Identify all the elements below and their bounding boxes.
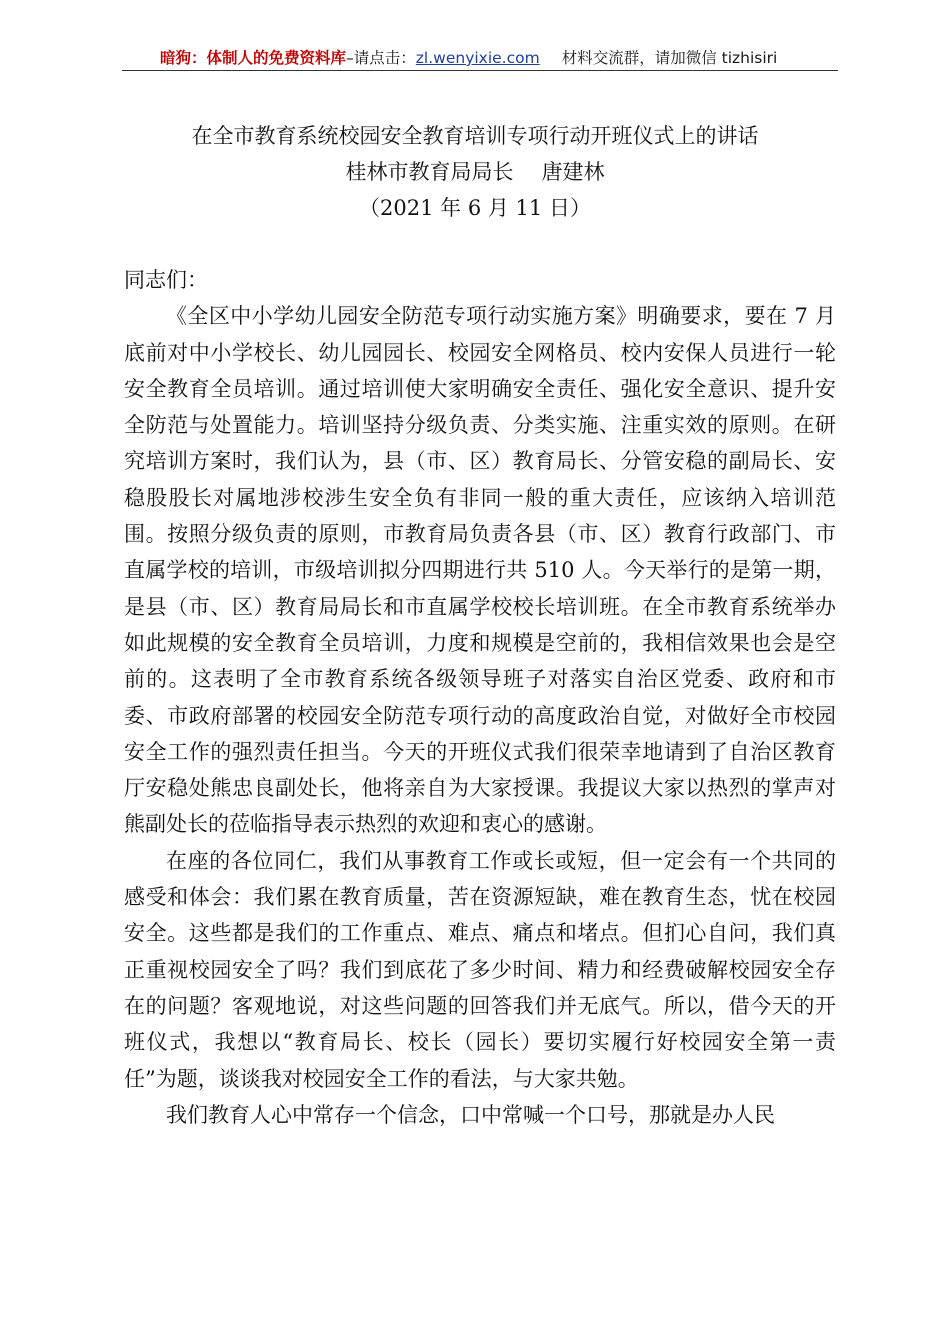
document-author bbox=[0, 154, 950, 190]
document-title: 在全市教育系统校园安全教育培训专项行动开班仪式上的讲话 bbox=[191, 124, 759, 148]
author-org: 桂林市教育局局长 bbox=[345, 160, 514, 184]
header-divider bbox=[122, 70, 838, 71]
paragraph: 在座的各位同仁，我们从事教育工作或长或短，但一定会有一个共同的感受和体会：我们累在教育质量，苦在资源短缺，难在教育生态，忧在校园安全。这些都是我们的工作重点、难点、痛点和堵点。但扪心自问，我们真正重视校园安全了吗？我们到底花了多少时间、精力和经费破解校园安全存在的问题？客观地说，对这些问题的回答我们并无底气。所以，借今天的开班仪式，我想以“教育局长、校长（园长）要切实履行好校园安全第一责任”为题，谈谈我对校园安全工作的看法，与大家共勉。 bbox=[124, 848, 836, 1091]
salutation: 同志们： bbox=[124, 268, 208, 292]
paragraph: 《全区中小学幼儿园安全防范专项行动实施方案》明确要求，要在 7 月底前对中小学校长、幼儿园园长、校园安全网格员、校内安保人员进行一轮安全教育全员培训。通过培训使大家明确安全责任、强化安全意识、提升安全防范与处置能力。培训坚持分级负责、分类实施、注重实效的原则。在研究培训方案时，我们认为，县（市、区）教育局长、分管安稳的副局长、安稳股股长对属地涉校涉生安全负有非同一般的重大责任，应该纳入培训范围。按照分级负责的原则，市教育局负责各县（市、区）教育行政部门、市直属学校的培训，市级培训拟分四期进行共 510 人。今天举行的是第一期，是县（市、区）教育局局长和市直属学校校长培训班。在全市教育系统举办如此规模的安全教育全员培训，力度和规模是空前的，我相信效果也会是空前的。这表明了全市教育系统各级领导班子对落实自治区党委、政府和市委、市政府部署的校园安全防范专项行动的高度政治自觉，对做好全市校园安全工作的强烈责任担当。今天的开班仪式我们很荣幸地请到了自治区教育厅安稳处熊忠良副处长，他将亲自为大家授课。我提议大家以热烈的掌声对熊副处长的莅临指导表示热烈的欢迎和衷心的感谢。 bbox=[124, 304, 836, 837]
title-block bbox=[0, 118, 950, 226]
header-brand: 暗狗：体制人的免费资料库 bbox=[160, 49, 347, 67]
header-prompt: –请点击： bbox=[346, 49, 416, 67]
page-header bbox=[122, 44, 838, 72]
paragraph: 我们教育人心中常存一个信念，口中常喊一个口号，那就是办人民 bbox=[166, 1102, 775, 1127]
header-link[interactable]: zl.wenyixie.com bbox=[415, 49, 540, 67]
header-contact: 材料交流群，请加微信 tizhisiri bbox=[561, 49, 778, 67]
document-body bbox=[124, 262, 836, 1133]
document-date: （2021 年 6 月 11 日） bbox=[359, 196, 591, 220]
author-name: 唐建林 bbox=[541, 160, 605, 184]
